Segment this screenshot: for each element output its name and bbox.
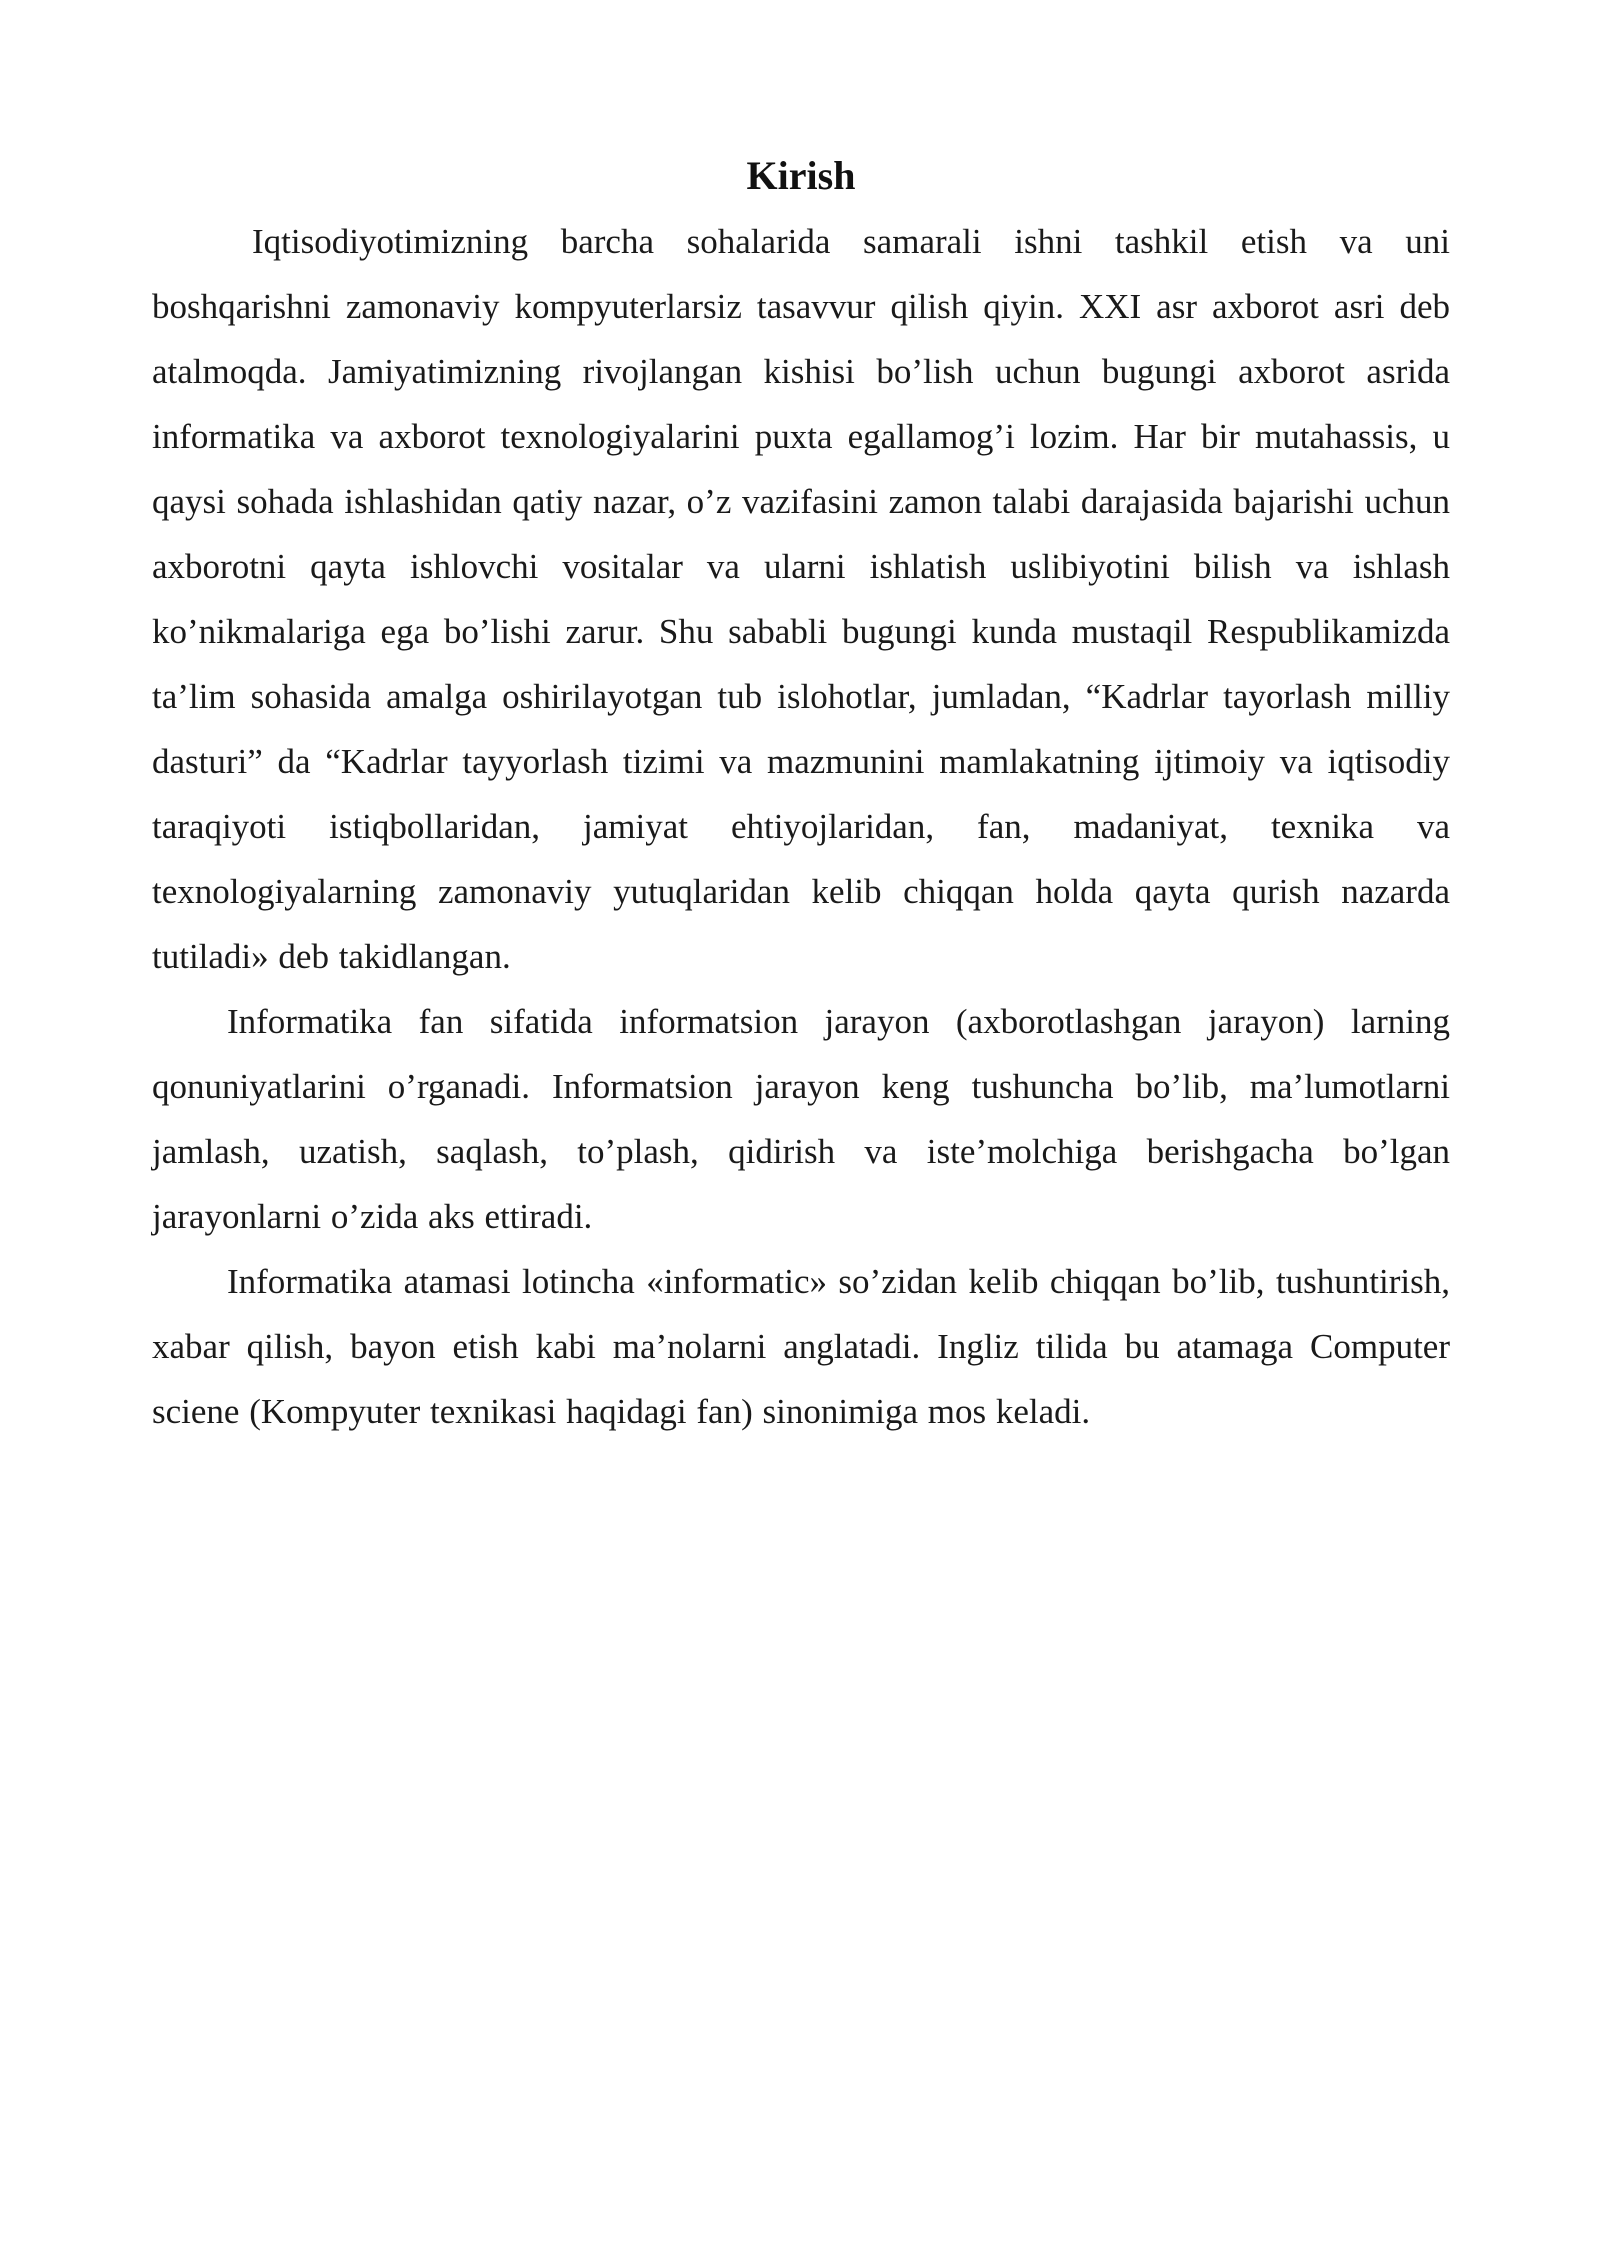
page-title: Kirish bbox=[746, 153, 856, 198]
paragraph-intro: Iqtisodiyotimizning barcha sohalarida samarali ishni tashkil etish va uni boshqarishni zamonaviy kompyuterlarsiz tasavvur qilish qiyin. XXI asr axborot asri deb atalmoqda. Jamiyatimizning rivojlangan kishisi bo’lish uchun bugungi axborot asrida informatika va axborot texnologiyalarini puxta egallamog’i lozim. Har bir mutahassis, u qaysi sohada ishlashidan qatiy nazar, o’z vazifasini zamon talabi darajasida bajarishi uchun axborotni qayta ishlovchi vositalar va ularni ishlatish uslibiyotini bilish va ishlash ko’nikmalariga ega bo’lishi zarur. Shu sababli bugungi kunda mustaqil Respublikamizda ta’lim sohasida amalga oshirilayotgan tub islohotlar, jumladan, “Kadrlar tayorlash milliy dasturi” da “Kadrlar tayyorlash tizimi va mazmunini mamlakatning ijtimoiy va iqtisodiy taraqiyoti istiqbollaridan, jamiyat ehtiyojlaridan, fan, madaniyat, texnika va texnologiyalarning zamonaviy yutuqlaridan kelib chiqqan holda qayta qurish nazarda tutiladi» deb takidlangan. bbox=[152, 222, 1450, 976]
paragraph-informatics-science: Informatika fan sifatida informatsion jarayon (axborotlashgan jarayon) larning qonuniyatlarini o’rganadi. Informatsion jarayon keng tushuncha bo’lib, ma’lumotlarni jamlash, uzatish, saqlash, to’plash, qidirish va iste’molchiga berishgacha bo’lgan jarayonlarni o’zida aks ettiradi. bbox=[152, 1002, 1450, 1236]
paragraph-term-origin: Informatika atamasi lotincha «informatic» so’zidan kelib chiqqan bo’lib, tushuntirish, xabar qilish, bayon etish kabi ma’nolarni anglatadi. Ingliz tilida bu atamaga Computer sciene (Kompyuter texnikasi haqidagi fan) sinonimiga mos keladi. bbox=[152, 1262, 1450, 1431]
document-body bbox=[152, 146, 1450, 1444]
